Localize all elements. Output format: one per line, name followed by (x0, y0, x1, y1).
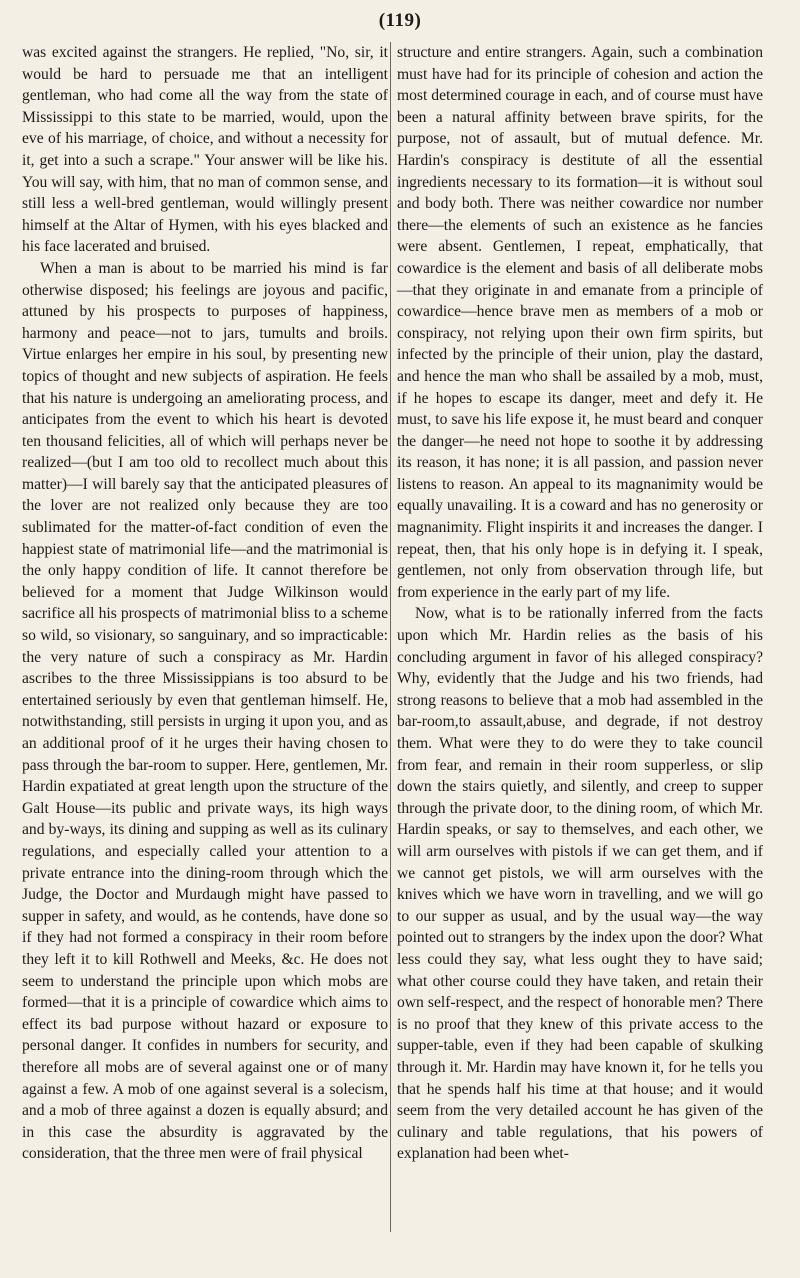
paragraph: When a man is about to be married his mind is far otherwise disposed; his feelings are joyous and pacific, attuned by his prospects to purposes of happiness, harmony and peace—not to jars, tumults and broils. Virtue enlarges her empire in his soul, by presenting new topics of thought and new subjects of aspiration. He feels that his nature is undergoing an ameliorating process, and anticipates from the event to which his heart is devoted ten thousand felicities, all of which will perhaps never be realized—(but I am too old to recollect much about this matter)—I will barely say that the anticipated pleasures of the lover are not realized only because they are too sublimated for the matter-of-fact condition of even the happiest state of matrimonial life—and the matrimonial is the only happy condition of life. It cannot therefore be believed for a moment that Judge Wilkinson would sacrifice all his prospects of matrimonial bliss to a scheme so wild, so visionary, so sanguinary, and so impracticable: the very nature of such a conspiracy as Mr. Hardin ascribes to the three Mississippians is too absurd to be entertained seriously by even that gentleman himself. He, notwithstanding, still persists in urging it upon you, and as an additional proof of it he urges their having chosen to pass through the bar-room to supper. Here, gentlemen, Mr. Hardin expatiated at great length upon the structure of the Galt House—its public and private ways, its high ways and by-ways, its dining and supping as well as its culinary regulations, and especially called your attention to a private entrance into the dining-room through which the Judge, the Doctor and Murdaugh might have passed to supper in safety, and would, as he contends, have done so if they had not formed a conspiracy in their room before they left it to kill Rothwell and Meeks, &c. He does not seem to understand the principle upon which mobs are formed—that it is a principle of cowardice which aims to effect its bad purpose without hazard or exposure to personal danger. It confides in numbers for security, and therefore all mobs are of several against one or of many against a few. A mob of one against several is a solecism, and a mob of three against a dozen is equally absurd; and in this case the absurdity is aggravated by the consideration, that the three men were of frail physical (22, 259, 388, 1163)
paragraph: Now, what is to be rationally inferred from the facts upon which Mr. Hardin relies as the basis of his concluding argument in favor of his alleged conspiracy? Why, evidently that the Judge and his two friends, had strong reasons to believe that a mob had assembled in the bar-room,to assault,abuse, and degrade, if not destroy them. What were they to do were they to take council from fear, and remain in their room supperless, or slip down the stairs quietly, and silently, and creep to supper through the private door, to the dining room, of which Mr. Hardin speaks, or say to themselves, and each other, we will arm ourselves with pistols if we can get them, and if we cannot get pistols, we will arm ourselves with the knives which we have worn in travelling, and we will go to our supper as usual, and by the usual way—the way pointed out to strangers by the index upon the door? What less could they say, what less ought they to have said; what other course could they have taken, and retain their own self-respect, and the respect of honorable men? There is no proof that they knew of this private access to the supper-table, even if they had been capable of skulking through it. Mr. Hardin may have known it, for he tells you that he spends half his time at that house; and it would seem from the very detailed account he has given of the culinary and table regulations, that his powers of explanation had been whet- (397, 605, 763, 1163)
column-divider (390, 42, 391, 1232)
page-number: (119) (378, 10, 422, 31)
paragraph: was excited against the strangers. He replied, "No, sir, it would be hard to persuade me that an intelligent gentleman, who had come all the way from the state of Mississippi to this state to be married, would, upon the eve of his marriage, of choice, and without a necessity for it, get into a such a scrape." Your answer will be like his. You will say, with him, that no man of common sense, and still less a well-bred gentleman, would willingly present himself at the Altar of Hymen, with his eyes blacked and his face lacerated and bruised. (22, 44, 388, 256)
right-column (397, 42, 763, 1165)
left-column (22, 42, 388, 1165)
paragraph: structure and entire strangers. Again, such a combination must have had for its principle of cohesion and action the most determined courage in each, and of course must have been a natural affinity between brave spirits, for the purpose, not of assault, but of mutual defence. Mr. Hardin's conspiracy is destitute of all the essential ingredients necessary to its formation—it is without soul and body both. There was neither cowardice nor number there—the elements of such an existence as he fancies were absent. Gentlemen, I repeat, emphatically, that cowardice is the element and basis of all deliberate mobs—that they originate in and emanate from a principle of cowardice—hence brave men as members of a mob or conspiracy, not relying upon their own firm spirits, but infected by the principle of their union, play the dastard, and hence the man who shall be assailed by a mob, must, if he hopes to escape its danger, meet and defy it. He must, to save his life expose it, he must beard and conquer the danger—he need not hope to soothe it by addressing its reason, it has none; it is all passion, and passion never listens to reason. An appeal to its magnanimity would be equally unavailing. It is a coward and has no generosity or magnanimity. Flight inspirits it and increases the danger. I repeat, then, that his only hope is in defying it. I speak, gentlemen, not only from observation through life, but from experience in the early part of my life. (397, 44, 763, 601)
